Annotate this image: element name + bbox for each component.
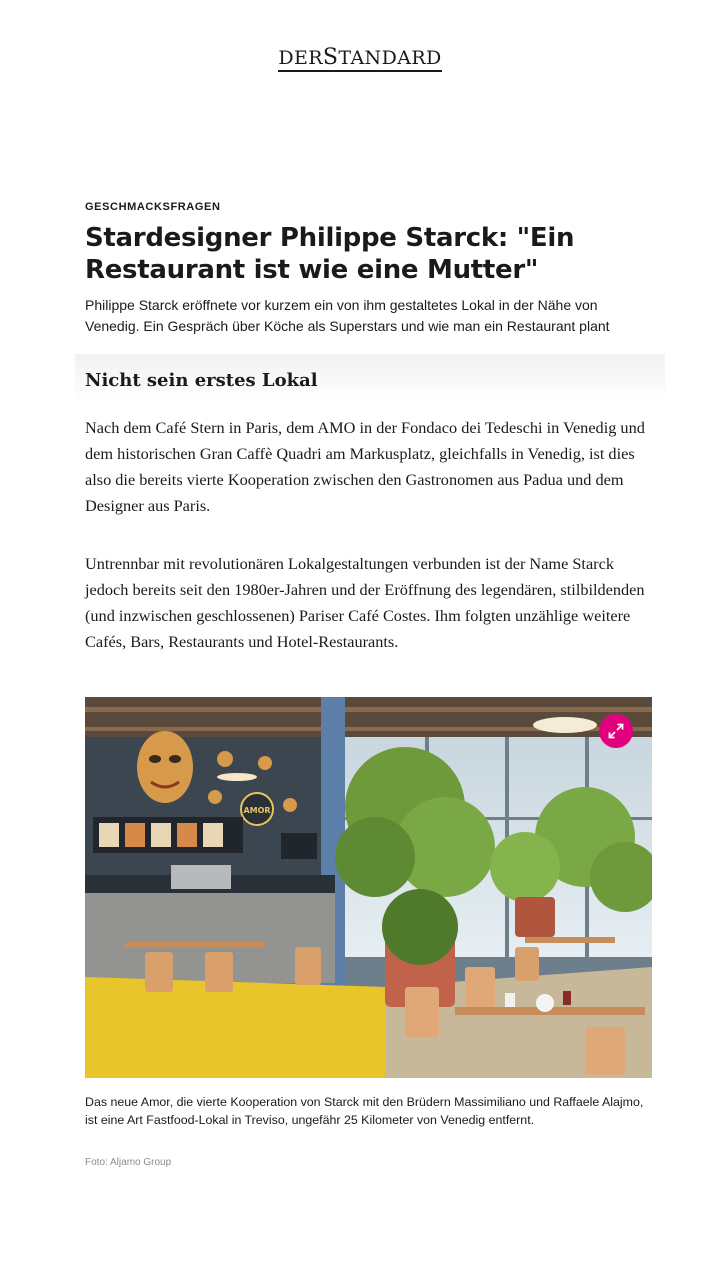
image-caption: Das neue Amor, die vierte Kooperation von Starck mit den Brüdern Massimiliano und Raffaele Alajmo, ist eine Art Fastfood-Lokal in Treviso, ungefähr 25 Kilometer von Venedig entfernt. xyxy=(85,1095,644,1127)
expand-arrows-icon xyxy=(608,723,624,739)
restaurant-interior-illustration xyxy=(85,697,652,1078)
article-paragraph-1: Nach dem Café Stern in Paris, dem AMO in der Fondaco dei Tedeschi in Venedig und dem historischen Gran Caffè Quadri am Markusplatz, gleichfalls in Venedig, ist dies also die bereits vierte Kooperation zwischen den Gastronomen aus Padua und dem Designer aus Paris. xyxy=(85,418,645,515)
expand-image-button[interactable] xyxy=(599,714,633,748)
article-lead: Philippe Starck eröffnete vor kurzem ein von ihm gestaltetes Lokal in der Nähe von Venedig. Ein Gespräch über Köche als Superstars und wie man ein Restaurant plant xyxy=(85,297,610,334)
article-headline: Stardesigner Philippe Starck: "Ein Restaurant ist wie eine Mutter" xyxy=(85,223,575,285)
image-credit: Foto: Aljamo Group xyxy=(85,1157,172,1168)
amor-sign: AMOR xyxy=(243,806,271,815)
masthead xyxy=(0,46,720,72)
article-kicker: GESCHMACKSFRAGEN xyxy=(85,201,221,213)
section-title: Nicht sein erstes Lokal xyxy=(85,370,318,391)
article-paragraph-2: Untrennbar mit revolutionären Lokalgestaltungen verbunden ist der Name Starck jedoch bereits seit den 1980er-Jahren und der Eröffnung des legendären, stilbildenden (und inzwischen geschlossenen) Pariser Café Costes. Ihm folgten unzählige weitere Cafés, Bars, Restaurants und Hotel-Restaurants. xyxy=(85,554,645,651)
derstandard-logo[interactable]: DERSTANDARD xyxy=(278,45,442,70)
article-photo[interactable] xyxy=(85,697,652,1078)
